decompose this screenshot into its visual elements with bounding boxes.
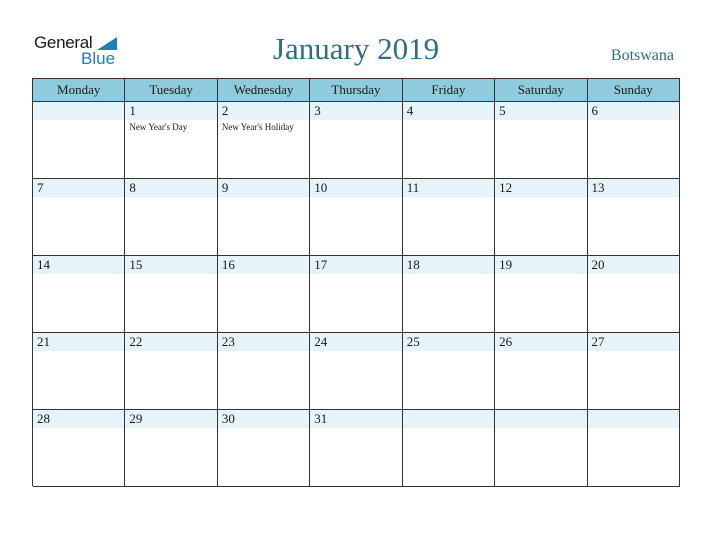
day-number: 27 (591, 334, 605, 349)
day-cell[interactable] (403, 410, 495, 487)
day-cell[interactable] (403, 102, 495, 179)
day-cell[interactable] (218, 179, 310, 256)
day-number: 7 (37, 180, 44, 195)
day-number: 18 (406, 257, 420, 272)
country-label: Botswana (610, 47, 674, 64)
day-number: 24 (314, 334, 328, 349)
day-number: 13 (591, 180, 605, 195)
week-row (33, 179, 680, 256)
day-cell[interactable] (310, 333, 402, 410)
day-cell[interactable] (33, 179, 125, 256)
day-number: 19 (499, 257, 513, 272)
calendar-grid (32, 78, 680, 486)
day-cell[interactable] (218, 410, 310, 487)
day-number: 31 (314, 411, 328, 426)
day-cell[interactable] (33, 102, 125, 179)
week-row (33, 256, 680, 333)
day-cell[interactable] (218, 333, 310, 410)
day-number: 21 (37, 334, 50, 349)
day-number: 4 (406, 103, 414, 118)
day-cell[interactable] (310, 179, 402, 256)
day-cell[interactable] (33, 410, 125, 487)
day-number: 3 (314, 103, 321, 118)
logo-word-general: General (34, 33, 93, 52)
weekday-header-row (33, 79, 680, 102)
day-number: 20 (591, 257, 605, 272)
day-cell[interactable] (588, 179, 680, 256)
weekday-friday: Friday (403, 79, 495, 102)
day-cell[interactable] (495, 410, 587, 487)
day-cell[interactable] (495, 179, 587, 256)
day-number: 23 (221, 334, 235, 349)
day-cell[interactable] (588, 333, 680, 410)
day-number: 17 (314, 257, 328, 272)
day-number: 22 (129, 334, 143, 349)
day-cell[interactable] (588, 410, 680, 487)
day-cell[interactable] (495, 256, 587, 333)
day-cell[interactable] (218, 102, 310, 179)
day-cell[interactable] (125, 333, 217, 410)
day-cell[interactable] (125, 410, 217, 487)
day-number: 14 (37, 257, 50, 272)
holiday-label: New Year's Holiday (221, 122, 294, 132)
day-number: 16 (221, 257, 235, 272)
day-cell[interactable] (125, 102, 217, 179)
day-number: 11 (406, 180, 420, 195)
day-number: 12 (499, 180, 513, 195)
day-number: 10 (314, 180, 328, 195)
day-cell[interactable] (495, 102, 587, 179)
day-number: 6 (591, 103, 599, 118)
calendar-weeks (33, 102, 680, 487)
day-cell[interactable] (310, 102, 402, 179)
day-cell[interactable] (125, 179, 217, 256)
weekday-sunday: Sunday (588, 79, 680, 102)
day-number: 8 (129, 180, 136, 195)
day-cell[interactable] (588, 102, 680, 179)
week-row (33, 102, 680, 179)
day-number: 26 (499, 334, 513, 349)
logo-word-blue: Blue (81, 49, 116, 68)
weekday-tuesday: Tuesday (125, 79, 217, 102)
day-cell[interactable] (403, 179, 495, 256)
weekday-wednesday: Wednesday (218, 79, 310, 102)
day-cell[interactable] (403, 256, 495, 333)
week-row (33, 410, 680, 487)
day-number: 9 (221, 180, 229, 195)
day-cell[interactable] (218, 256, 310, 333)
weekday-thursday: Thursday (310, 79, 402, 102)
week-row (33, 333, 680, 410)
day-number: 30 (221, 411, 235, 426)
day-number: 29 (129, 411, 143, 426)
day-cell[interactable] (125, 256, 217, 333)
day-cell[interactable] (403, 333, 495, 410)
day-cell[interactable] (588, 256, 680, 333)
day-cell[interactable] (310, 256, 402, 333)
day-cell[interactable] (310, 410, 402, 487)
day-cell[interactable] (33, 256, 125, 333)
weekday-monday: Monday (33, 79, 125, 102)
day-number: 1 (129, 103, 136, 118)
day-cell[interactable] (33, 333, 125, 410)
calendar-title: January 2019 (272, 31, 440, 66)
day-number: 28 (37, 411, 50, 426)
day-number: 25 (406, 334, 420, 349)
day-number: 15 (129, 257, 143, 272)
weekday-saturday: Saturday (495, 79, 587, 102)
day-number: 5 (499, 103, 506, 118)
holiday-label: New Year's Day (129, 122, 188, 132)
day-number: 2 (221, 103, 229, 118)
day-cell[interactable] (495, 333, 587, 410)
